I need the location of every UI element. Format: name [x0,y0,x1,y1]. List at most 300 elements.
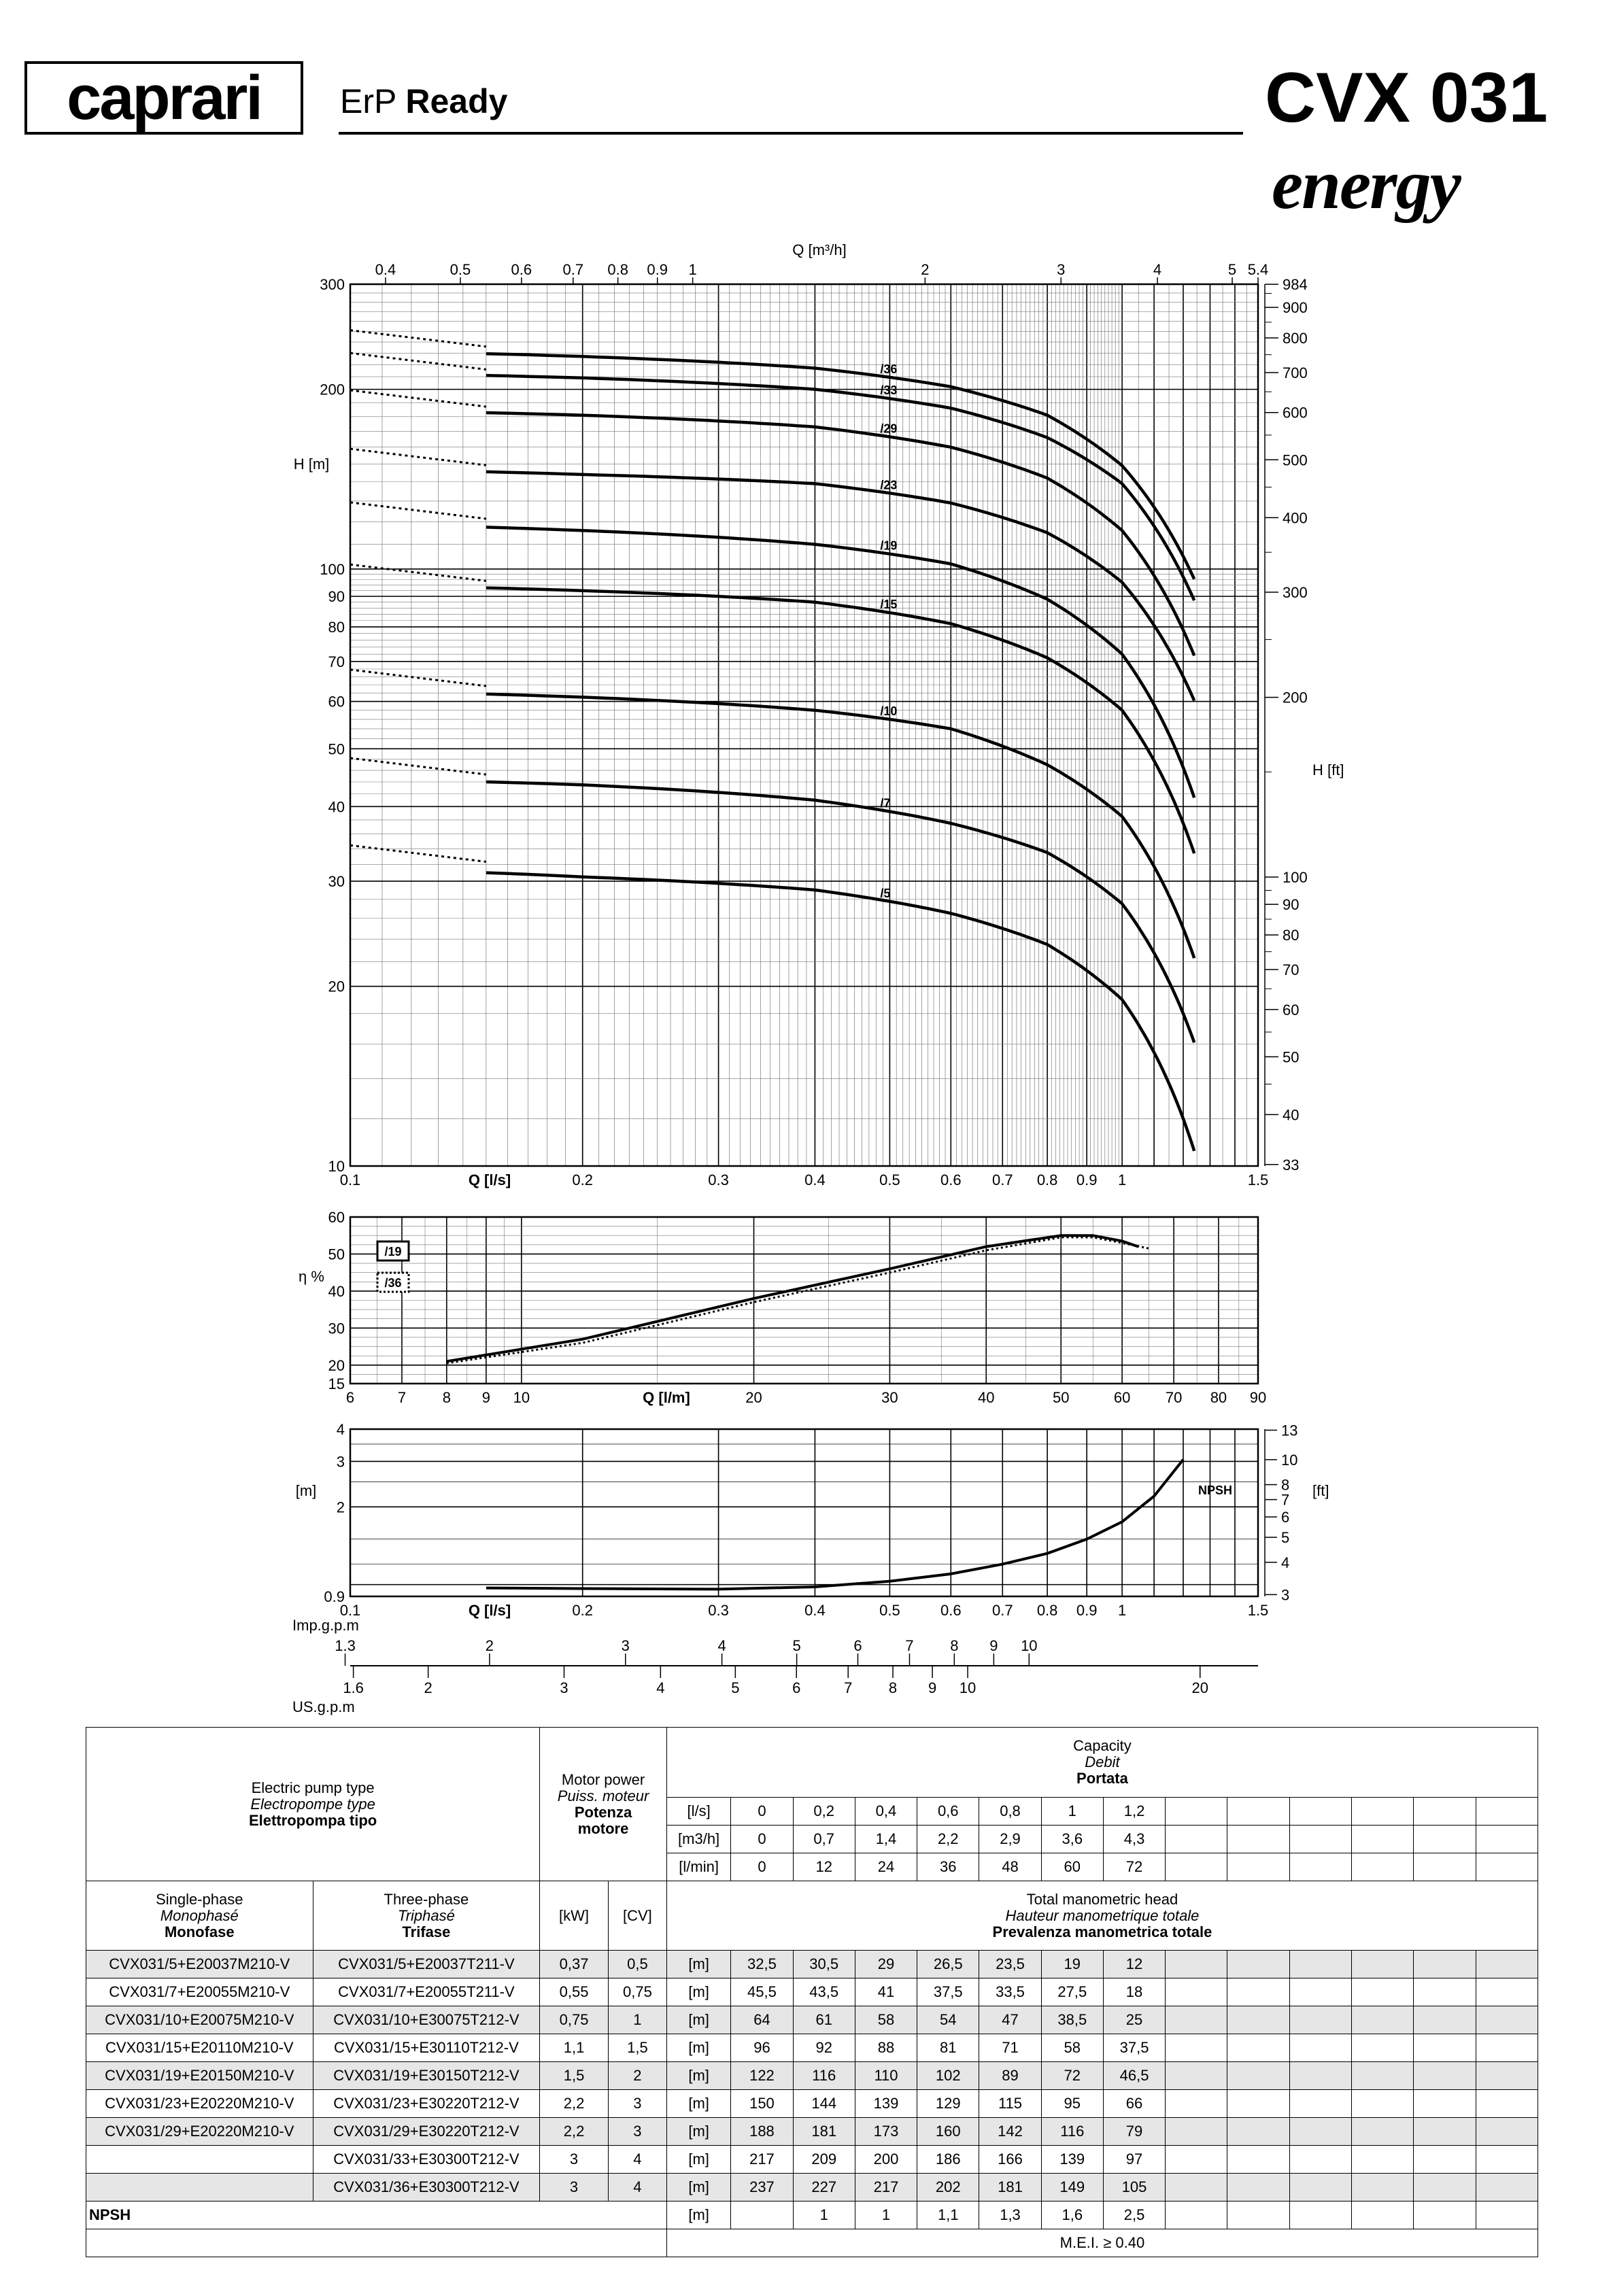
head-value: 139 [855,2090,917,2118]
npsh-x-tick-label: 0.8 [1036,1602,1058,1619]
head-value: 54 [917,2006,979,2034]
cv-value: 1 [608,2006,666,2034]
head-value: 18 [1103,1978,1165,2006]
npsh-right-tick-label: 5 [1281,1529,1290,1547]
curve-5 [486,873,1194,1151]
x-tick-label: 0.2 [572,1171,594,1188]
capacity-cell: 0 [731,1853,793,1881]
y-tick-label: 90 [328,588,345,606]
curve-dotted-15 [350,564,486,581]
npsh-x-tick-label: 0.1 [339,1602,361,1619]
head-value: 129 [917,2090,979,2118]
empty-cell [1289,2118,1351,2146]
single-phase-en: Single-phase [156,1890,243,1908]
three-phase-header [313,1881,540,1951]
empty-cell [1227,1978,1289,2006]
x-tick-label: 0.6 [940,1171,962,1188]
single-phase-model [86,2146,313,2174]
x-top-tick-label: 0.5 [449,261,471,278]
unit-lmin: [l/min] [666,1853,730,1881]
kw-value: 0,55 [540,1978,609,2006]
x-tick-label: 0.5 [879,1171,900,1188]
empty-cell [1414,2090,1476,2118]
imp-tick-label: 2 [485,1637,494,1654]
head-value: 45,5 [731,1978,793,2006]
head-value: 97 [1103,2146,1165,2174]
npsh-right-tick-label: 6 [1281,1509,1290,1526]
head-fr: Hauteur manometrique totale [1005,1906,1200,1924]
motor-power-header [540,1728,667,1881]
empty-cell [1227,2201,1289,2229]
empty-cell [1351,1978,1413,2006]
us-tick-label: 9 [928,1679,937,1696]
table-row [86,2174,1538,2201]
cv-value: 4 [608,2174,666,2201]
empty-cell [1166,2006,1227,2034]
empty-cell [1476,1978,1538,2006]
empty-cell [1289,1978,1351,2006]
head-value: 115 [979,2090,1041,2118]
capacity-cell: 0,6 [917,1798,979,1826]
empty-cell [1351,1951,1413,1978]
npsh-cell: 1 [793,2201,855,2229]
y-right-tick-label: 90 [1283,896,1300,914]
npsh-curve [486,1460,1183,1590]
empty-cell [1289,2062,1351,2090]
empty-cell [1289,1853,1351,1881]
head-value: 58 [855,2006,917,2034]
unit-m: [m] [666,2034,730,2062]
capacity-fr: Debit [1085,1753,1120,1770]
pump-type-header [86,1728,540,1881]
y-tick-label: 10 [328,1158,345,1175]
empty-cell [1476,2034,1538,2062]
eff-x-tick-label: 10 [513,1389,530,1406]
npsh-curve-label: NPSH [1198,1484,1233,1497]
y-tick-label: 40 [328,798,345,816]
y-right-tick-label: 700 [1283,364,1308,381]
three-phase-model: CVX031/23+E30220T212-V [313,2090,540,2118]
curve-label: /29 [880,422,898,436]
single-phase-header [86,1881,313,1951]
npsh-cell [731,2201,793,2229]
curve-label: /7 [880,796,891,810]
unit-m: [m] [666,1978,730,2006]
capacity-cell: 0,4 [855,1798,917,1826]
y-right-tick-label: 40 [1283,1106,1300,1124]
y-right-tick-label: 70 [1283,961,1300,979]
mei-note: M.E.I. ≥ 0.40 [666,2229,1538,2257]
x-top-tick-label: 5.4 [1247,261,1269,278]
head-value: 23,5 [979,1951,1041,1978]
three-phase-model: CVX031/33+E30300T212-V [313,2146,540,2174]
empty-cell [1351,2174,1413,2201]
x-tick-label: 1.5 [1247,1171,1269,1188]
empty-cell [1166,2174,1227,2201]
empty-cell [1166,1951,1227,1978]
head-value: 61 [793,2006,855,2034]
curve-label: /36 [880,362,898,376]
npsh-x-tick-label: 1 [1117,1602,1127,1619]
x-tick-label: 0.1 [339,1171,361,1188]
head-it: Prevalenza manometrica totale [992,1923,1212,1940]
y-right-tick-label: 100 [1283,869,1308,887]
empty-cell [1289,2174,1351,2201]
single-phase-it: Monofase [164,1923,235,1940]
curve-29 [486,413,1194,655]
head-value: 88 [855,2034,917,2062]
curve-dotted-36 [350,330,486,347]
head-value: 166 [979,2146,1041,2174]
imp-tick-label: 7 [905,1637,914,1654]
empty-cell [1351,1798,1413,1826]
npsh-y-tick-label: 0.9 [324,1588,345,1605]
empty-cell [1289,2006,1351,2034]
head-header [666,1881,1538,1951]
empty-cell [1351,2006,1413,2034]
head-value: 64 [731,2006,793,2034]
empty-cell [1351,1853,1413,1881]
single-phase-fr: Monophasé [160,1906,239,1924]
x-top-tick-label: 1 [688,261,697,278]
eff-x-tick-label: 60 [1113,1389,1131,1406]
npsh-cell: 1,3 [979,2201,1041,2229]
table-row [86,1978,1538,2006]
empty-cell [1351,2201,1413,2229]
x-tick-label: 0.4 [804,1171,826,1188]
x-top-tick-label: 5 [1227,261,1237,278]
head-value: 144 [793,2090,855,2118]
head-value: 32,5 [731,1951,793,1978]
empty-cell [1414,2062,1476,2090]
head-value: 79 [1103,2118,1165,2146]
imp-tick-label: 5 [792,1637,801,1654]
npsh-y-tick-label: 4 [336,1421,345,1438]
y-right-tick-label: 80 [1283,927,1300,944]
empty-cell [1227,2062,1289,2090]
empty-cell [1289,1826,1351,1853]
head-value: 66 [1103,2090,1165,2118]
npsh-right-tick-label: 3 [1281,1586,1290,1604]
motor-power-it-2: motore [577,1819,629,1837]
empty-cell [1476,1951,1538,1978]
empty-cell [1414,1978,1476,2006]
x-top-tick-label: 0.8 [607,261,628,278]
motor-power-it-1: Potenza [574,1803,632,1821]
x-top-tick-label: 0.4 [375,261,396,278]
head-value: 26,5 [917,1951,979,1978]
head-value: 19 [1041,1951,1103,1978]
empty-cell [1227,2146,1289,2174]
legend-label-36: /36 [384,1276,402,1290]
x-tick-label: 1 [1117,1171,1127,1188]
x-tick-label: 0.8 [1036,1171,1058,1188]
single-phase-model: CVX031/5+E20037M210-V [86,1951,313,1978]
curve-dotted-7 [350,758,486,774]
eff-x-tick-label: 30 [881,1389,898,1406]
capacity-cell: 2,2 [917,1826,979,1853]
y-axis-label: H [m] [293,456,330,473]
three-phase-fr: Triphasé [397,1906,455,1924]
head-value: 116 [1041,2118,1103,2146]
head-value: 200 [855,2146,917,2174]
capacity-cell: 72 [1103,1853,1165,1881]
three-phase-model: CVX031/19+E30150T212-V [313,2062,540,2090]
head-value: 29 [855,1951,917,1978]
cv-value: 2 [608,2062,666,2090]
imp-tick-label: 10 [1021,1637,1038,1654]
head-value: 95 [1041,2090,1103,2118]
curve-label: /19 [880,538,898,553]
curve-23 [486,472,1194,701]
empty-cell [86,2229,667,2257]
npsh-x-tick-label: 0.4 [804,1602,826,1619]
cv-value: 0,5 [608,1951,666,1978]
performance-table [86,1727,1538,2257]
curve-36 [486,354,1194,579]
capacity-cell: 0,7 [793,1826,855,1853]
unit-m: [m] [666,2062,730,2090]
empty-cell [1166,1826,1227,1853]
capacity-cell: 60 [1041,1853,1103,1881]
empty-cell [1166,2034,1227,2062]
single-phase-model: CVX031/10+E20075M210-V [86,2006,313,2034]
npsh-right-tick-label: 4 [1281,1554,1290,1571]
table-row [86,2146,1538,2174]
empty-cell [1476,2062,1538,2090]
y-right-tick-label: 50 [1283,1048,1300,1066]
empty-cell [1166,2201,1227,2229]
model-title: CVX 031 [1265,58,1548,137]
eff-y-tick-label: 20 [328,1356,345,1374]
curve-label: /23 [880,478,898,492]
capacity-en: Capacity [1073,1737,1132,1754]
x-top-tick-label: 3 [1057,261,1066,278]
single-phase-model: CVX031/7+E20055M210-V [86,1978,313,2006]
eff-x-tick-label: 9 [481,1389,491,1406]
empty-cell [1414,2201,1476,2229]
head-value: 81 [917,2034,979,2062]
pump-type-en: Electric pump type [251,1779,375,1796]
us-tick-label: 5 [731,1679,740,1696]
mei-row [86,2229,1538,2257]
capacity-cell: 1,2 [1103,1798,1165,1826]
head-value: 237 [731,2174,793,2201]
head-value: 37,5 [917,1978,979,2006]
eff-x-tick-label: 50 [1052,1389,1070,1406]
table-row [86,2034,1538,2062]
kw-value: 3 [540,2174,609,2201]
table-row [86,2090,1538,2118]
empty-cell [1227,2006,1289,2034]
eff-x-axis-label: Q [l/m] [643,1389,690,1406]
eff-x-tick-label: 7 [397,1389,407,1406]
head-value: 41 [855,1978,917,2006]
eff-x-tick-label: 90 [1249,1389,1267,1406]
curve-label: /15 [880,598,898,612]
capacity-cell: 2,9 [979,1826,1041,1853]
head-value: 110 [855,2062,917,2090]
y-right-tick-label: 984 [1283,276,1308,294]
empty-cell [1227,2034,1289,2062]
npsh-x-tick-label: 0.5 [879,1602,900,1619]
empty-cell [1476,2174,1538,2201]
y-right-tick-label: 300 [1283,584,1308,602]
capacity-cell: 0,8 [979,1798,1041,1826]
single-phase-model: CVX031/15+E20110M210-V [86,2034,313,2062]
empty-cell [1414,2006,1476,2034]
curve-dotted-29 [350,390,486,407]
cv-header: [CV] [608,1881,666,1951]
three-phase-en: Three-phase [384,1890,469,1908]
x-axis-label: Q [l/s] [468,1171,511,1188]
npsh-right-tick-label: 8 [1281,1476,1290,1494]
npsh-cell: 1,1 [917,2201,979,2229]
head-value: 89 [979,2062,1041,2090]
imp-tick-label: 6 [853,1637,862,1654]
head-value: 209 [793,2146,855,2174]
table-row [86,2062,1538,2090]
x-tick-label: 0.9 [1076,1171,1098,1188]
y-tick-label: 50 [328,740,345,758]
x-top-tick-label: 0.7 [562,261,584,278]
npsh-y-axis-label: [m] [295,1482,317,1499]
y-tick-label: 60 [328,693,345,710]
x-top-tick-label: 0.6 [511,261,532,278]
eff-x-tick-label: 20 [745,1389,762,1406]
unit-m: [m] [666,2118,730,2146]
empty-cell [1289,2146,1351,2174]
eff-x-tick-label: 40 [977,1389,995,1406]
table-row [86,1951,1538,1978]
head-value: 150 [731,2090,793,2118]
subheader-row [86,1881,1538,1951]
eff-y-axis-label: η % [299,1268,324,1285]
empty-cell [1476,1798,1538,1826]
head-value: 149 [1041,2174,1103,2201]
us-tick-label: 8 [888,1679,898,1696]
npsh-right-tick-label: 7 [1281,1491,1290,1509]
head-value: 58 [1041,2034,1103,2062]
eff-y-tick-label: 40 [328,1282,345,1300]
head-value: 46,5 [1103,2062,1165,2090]
curve-dotted-33 [350,353,486,369]
head-value: 160 [917,2118,979,2146]
three-phase-model: CVX031/10+E30075T212-V [313,2006,540,2034]
curve-dotted-10 [350,670,486,686]
y-right-tick-label: 200 [1283,689,1308,706]
eff-x-tick-label: 70 [1165,1389,1183,1406]
unit-ls: [l/s] [666,1798,730,1826]
npsh-y-tick-label: 2 [336,1498,345,1516]
empty-cell [1289,2201,1351,2229]
three-phase-model: CVX031/15+E30110T212-V [313,2034,540,2062]
empty-cell [1166,1798,1227,1826]
y-right-tick-label: 800 [1283,330,1308,347]
eff-x-tick-label: 6 [345,1389,355,1406]
empty-cell [1476,2201,1538,2229]
erp-suffix: Ready [405,82,508,120]
unit-m: [m] [666,2174,730,2201]
empty-cell [1227,1798,1289,1826]
kw-value: 2,2 [540,2090,609,2118]
single-phase-model [86,2174,313,2201]
y-tick-label: 30 [328,873,345,891]
head-value: 27,5 [1041,1978,1103,2006]
caprari-logo: caprari [24,61,303,135]
empty-cell [1351,2090,1413,2118]
single-phase-model: CVX031/19+E20150M210-V [86,2062,313,2090]
head-value: 72 [1041,2062,1103,2090]
empty-cell [1227,2090,1289,2118]
curve-label: /33 [880,383,898,398]
curve-label: /5 [880,886,891,900]
imp-tick-label: 3 [621,1637,630,1654]
cv-value: 3 [608,2118,666,2146]
three-phase-model: CVX031/5+E20037T211-V [313,1951,540,1978]
empty-cell [1227,1826,1289,1853]
empty-cell [1166,1978,1227,2006]
y-right-tick-label: 600 [1283,404,1308,422]
empty-cell [1166,2118,1227,2146]
head-value: 122 [731,2062,793,2090]
npsh-cell: 1 [855,2201,917,2229]
y-tick-label: 80 [328,619,345,636]
npsh-x-tick-label: 0.2 [572,1602,594,1619]
head-value: 47 [979,2006,1041,2034]
head-value: 142 [979,2118,1041,2146]
head-value: 12 [1103,1951,1165,1978]
empty-cell [1289,1798,1351,1826]
capacity-cell: 24 [855,1853,917,1881]
capacity-cell: 0,2 [793,1798,855,1826]
npsh-x-tick-label: 0.6 [940,1602,962,1619]
capacity-cell: 4,3 [1103,1826,1165,1853]
head-value: 186 [917,2146,979,2174]
imp-tick-label: 4 [717,1637,726,1654]
y-tick-label: 20 [328,978,345,995]
single-phase-model: CVX031/29+E20220M210-V [86,2118,313,2146]
empty-cell [1166,2090,1227,2118]
pump-type-it: Elettropompa tipo [248,1811,377,1829]
x-top-axis-label: Q [m³/h] [792,241,847,258]
empty-cell [1351,1826,1413,1853]
npsh-right-tick-label: 10 [1281,1451,1298,1469]
empty-cell [1227,1853,1289,1881]
head-value: 96 [731,2034,793,2062]
empty-cell [1227,1951,1289,1978]
erp-prefix: ErP [340,82,396,120]
y-right-tick-label: 400 [1283,509,1308,527]
capacity-cell: 1 [1041,1798,1103,1826]
kw-header: [kW] [540,1881,609,1951]
head-value: 102 [917,2062,979,2090]
kw-value: 0,37 [540,1951,609,1978]
eff-x-tick-label: 8 [442,1389,451,1406]
empty-cell [1166,1853,1227,1881]
kw-value: 1,5 [540,2062,609,2090]
npsh-x-tick-label: 1.5 [1247,1602,1269,1619]
unit-m: [m] [666,1951,730,1978]
npsh-right-axis-label: [ft] [1312,1482,1329,1499]
head-en: Total manometric head [1026,1890,1178,1908]
unit-m: [m] [666,2006,730,2034]
curve-7 [486,782,1194,1042]
us-tick-label: 3 [560,1679,568,1696]
kw-value: 1,1 [540,2034,609,2062]
empty-cell [1166,2146,1227,2174]
empty-cell [1227,2118,1289,2146]
